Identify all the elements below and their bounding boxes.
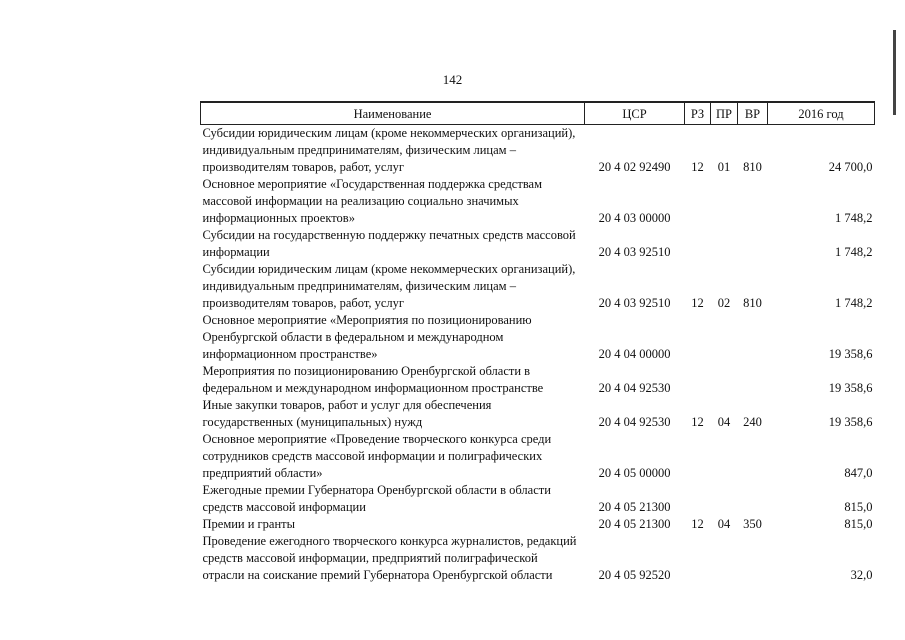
row-pr: 02: [717, 296, 731, 310]
table-row: [201, 482, 875, 516]
table-row: [201, 533, 875, 584]
row-pr: 01: [717, 160, 731, 174]
row-csr: 20 4 02 92490: [598, 160, 671, 174]
row-rz: [685, 482, 711, 516]
header-csr: ЦСР: [585, 102, 685, 125]
table-row: [201, 176, 875, 227]
row-csr: 20 4 05 21300: [598, 500, 671, 514]
header-rz: РЗ: [685, 102, 711, 125]
row-vr: [738, 431, 768, 482]
row-csr: 20 4 04 00000: [598, 347, 671, 361]
row-amount: 1 748,2: [835, 296, 873, 310]
row-name: Субсидии юридическим лицам (кроме некоммерческих организаций), индивидуальным предпринимателям, физическим лицам – производителям товаров, работ, услуг: [202, 126, 576, 174]
row-amount: 19 358,6: [828, 381, 873, 395]
row-rz: 12: [691, 415, 704, 429]
row-csr: 20 4 04 92530: [598, 415, 671, 429]
row-rz: 12: [691, 517, 704, 531]
row-vr: 350: [743, 517, 762, 531]
header-year: 2016 год: [768, 102, 875, 125]
row-rz: [685, 431, 711, 482]
row-csr: 20 4 03 00000: [598, 211, 671, 225]
row-vr: [738, 533, 768, 584]
table-row: [201, 261, 875, 312]
row-amount: 32,0: [850, 568, 873, 582]
row-amount: 19 358,6: [828, 347, 873, 361]
row-pr: [711, 431, 738, 482]
row-amount: 24 700,0: [828, 160, 873, 174]
page-number: 142: [442, 72, 463, 87]
header-row: [201, 102, 875, 125]
row-amount: 19 358,6: [828, 415, 873, 429]
row-pr: [711, 176, 738, 227]
row-name: Основное мероприятие «Государственная поддержка средствам массовой информации на реализацию социально значимых информационных проектов»: [202, 177, 543, 225]
row-pr: [711, 227, 738, 261]
row-amount: 815,0: [844, 517, 873, 531]
header-name: Наименование: [201, 102, 585, 125]
row-pr: 04: [717, 415, 731, 429]
row-rz: 12: [691, 160, 704, 174]
row-rz: [685, 363, 711, 397]
row-vr: [738, 176, 768, 227]
table-row: [201, 516, 875, 533]
row-amount: 847,0: [844, 466, 873, 480]
table-row: [201, 363, 875, 397]
row-pr: [711, 312, 738, 363]
row-amount: 1 748,2: [835, 245, 873, 259]
row-name: Ежегодные премии Губернатора Оренбургской области в области средств массовой информации: [202, 483, 551, 514]
row-csr: 20 4 04 92530: [598, 381, 671, 395]
row-pr: [711, 363, 738, 397]
row-name: Премии и гранты: [202, 517, 296, 531]
row-vr: 240: [743, 415, 762, 429]
table-row: [201, 227, 875, 261]
row-amount: 815,0: [844, 500, 873, 514]
budget-table: [200, 101, 875, 584]
row-name: Субсидии юридическим лицам (кроме некоммерческих организаций), индивидуальным предпринимателям, физическим лицам – производителям товаров, работ, услуг: [202, 262, 576, 310]
row-csr: 20 4 03 92510: [598, 296, 671, 310]
row-csr: 20 4 05 00000: [598, 466, 671, 480]
row-amount: 1 748,2: [835, 211, 873, 225]
scan-edge-mark: [893, 30, 896, 115]
table-row: [201, 312, 875, 363]
row-pr: [711, 482, 738, 516]
header-pr: ПР: [711, 102, 738, 125]
row-name: Субсидии на государственную поддержку печатных средств массовой информации: [202, 228, 576, 259]
row-rz: 12: [691, 296, 704, 310]
row-rz: [685, 312, 711, 363]
row-pr: [711, 533, 738, 584]
row-csr: 20 4 03 92510: [598, 245, 671, 259]
row-vr: [738, 482, 768, 516]
table-row: [201, 397, 875, 431]
table-row: [201, 431, 875, 482]
row-name: Основное мероприятие «Мероприятия по позиционированию Оренбургской области в федеральном и международном информационном пространстве»: [202, 313, 532, 361]
row-vr: [738, 312, 768, 363]
header-vr: ВР: [738, 102, 768, 125]
row-rz: [685, 176, 711, 227]
row-name: Иные закупки товаров, работ и услуг для обеспечения государственных (муниципальных) нужд: [202, 398, 492, 429]
row-vr: [738, 363, 768, 397]
row-csr: 20 4 05 92520: [598, 568, 671, 582]
row-rz: [685, 227, 711, 261]
row-csr: 20 4 05 21300: [598, 517, 671, 531]
row-name: Проведение ежегодного творческого конкурса журналистов, редакций средств массовой информации, предприятий полиграфической отрасли на соискание премий Губернатора Оренбургской области: [202, 534, 577, 582]
row-vr: 810: [743, 160, 762, 174]
row-name: Мероприятия по позиционированию Оренбургской области в федеральном и международном информационном пространстве: [202, 364, 544, 395]
row-name: Основное мероприятие «Проведение творческого конкурса среди сотрудников средств массовой информации и полиграфических предприятий области»: [202, 432, 552, 480]
row-vr: 810: [743, 296, 762, 310]
row-pr: 04: [717, 517, 731, 531]
table-row: [201, 125, 875, 177]
row-vr: [738, 227, 768, 261]
row-rz: [685, 533, 711, 584]
